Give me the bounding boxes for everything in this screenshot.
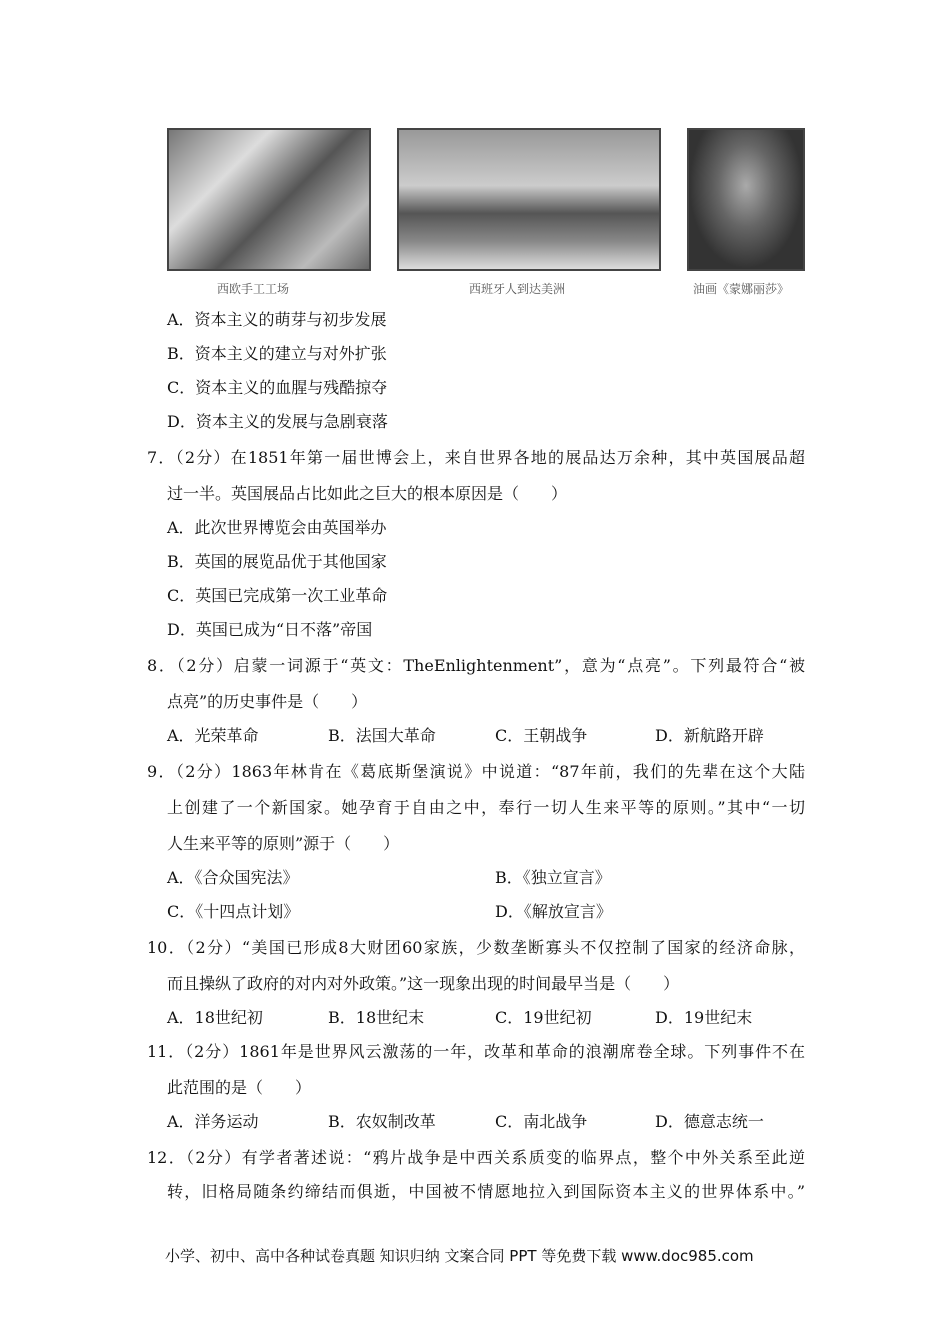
question-7-text: 过一半。英国展品占比如此之巨大的根本原因是（ ）: [167, 484, 568, 503]
question-11-text: 此范围的是（ ）: [167, 1078, 312, 1097]
option-b: B．资本主义的建立与对外扩张: [167, 344, 387, 363]
option-a: A．资本主义的萌芽与初步发展: [167, 310, 387, 329]
spaniards-america-image: [397, 128, 661, 271]
option-c: C．英国已完成第一次工业革命: [167, 586, 388, 605]
workshop-image: [167, 128, 371, 271]
question-9-text: 人生来平等的原则”源于（ ）: [167, 834, 400, 853]
option-c: C．资本主义的血腥与残酷掠夺: [167, 378, 388, 397]
image-caption: 西班牙人到达美洲: [469, 282, 566, 296]
option-d: D．《解放宣言》: [495, 902, 612, 921]
option-d: D．德意志统一: [655, 1112, 764, 1131]
option-c: C．《十四点计划》: [167, 902, 300, 921]
option-d: D．英国已成为“日不落”帝国: [167, 620, 373, 639]
question-11-text: 11．（2分）1861年是世界风云激荡的一年，改革和革命的浪潮席卷全球。下列事件不在: [147, 1042, 805, 1061]
option-b: B．法国大革命: [328, 726, 436, 745]
option-a: A．18世纪初: [167, 1008, 263, 1027]
option-c: C．19世纪初: [495, 1008, 592, 1027]
question-10-text: 而且操纵了政府的对内对外政策。”这一现象出现的时间最早当是（ ）: [167, 974, 680, 993]
question-10-text: 10．（2分）“美国已形成8大财团60家族，少数垄断寡头不仅控制了国家的经济命脉，: [147, 938, 805, 957]
option-a: A．此次世界博览会由英国举办: [167, 518, 387, 537]
option-d: D．资本主义的发展与急剧衰落: [167, 412, 388, 431]
question-8-text: 8．（2分）启蒙一词源于“英文：TheEnlightenment”，意为“点亮”。下列最符合“被: [147, 656, 805, 675]
option-a: A．光荣革命: [167, 726, 259, 745]
mona-lisa-image: [687, 128, 805, 271]
option-d: D．19世纪末: [655, 1008, 753, 1027]
question-7-text: 7．（2分）在1851年第一届世博会上，来自世界各地的展品达万余种，其中英国展品超: [147, 448, 805, 467]
option-b: B．农奴制改革: [328, 1112, 436, 1131]
footer-text: 小学、初中、高中各种试卷真题 知识归纳 文案合同 PPT 等免费下载 www.doc985.com: [165, 1247, 754, 1265]
option-c: C．南北战争: [495, 1112, 588, 1131]
option-d: D．新航路开辟: [655, 726, 764, 745]
option-a: A．《合众国宪法》: [167, 868, 299, 887]
question-9-text: 上创建了一个新国家。她孕育于自由之中，奉行一切人生来平等的原则。”其中“一切: [167, 798, 805, 817]
option-b: B．《独立宣言》: [495, 868, 611, 887]
image-caption: 西欧手工工场: [217, 282, 290, 296]
question-12-text: 12．（2分）有学者著述说：“鸦片战争是中西关系质变的临界点，整个中外关系至此逆: [147, 1148, 805, 1167]
question-12-text: 转，旧格局随条约缔结而俱逝，中国被不情愿地拉入到国际资本主义的世界体系中。”: [167, 1182, 805, 1201]
option-a: A．洋务运动: [167, 1112, 259, 1131]
question-9-text: 9．（2分）1863年林肯在《葛底斯堡演说》中说道：“87年前，我们的先辈在这个大陆: [147, 762, 805, 781]
option-b: B．英国的展览品优于其他国家: [167, 552, 387, 571]
option-b: B．18世纪末: [328, 1008, 425, 1027]
option-c: C．王朝战争: [495, 726, 588, 745]
question-8-text: 点亮”的历史事件是（ ）: [167, 692, 368, 711]
image-caption: 油画《蒙娜丽莎》: [693, 282, 790, 296]
